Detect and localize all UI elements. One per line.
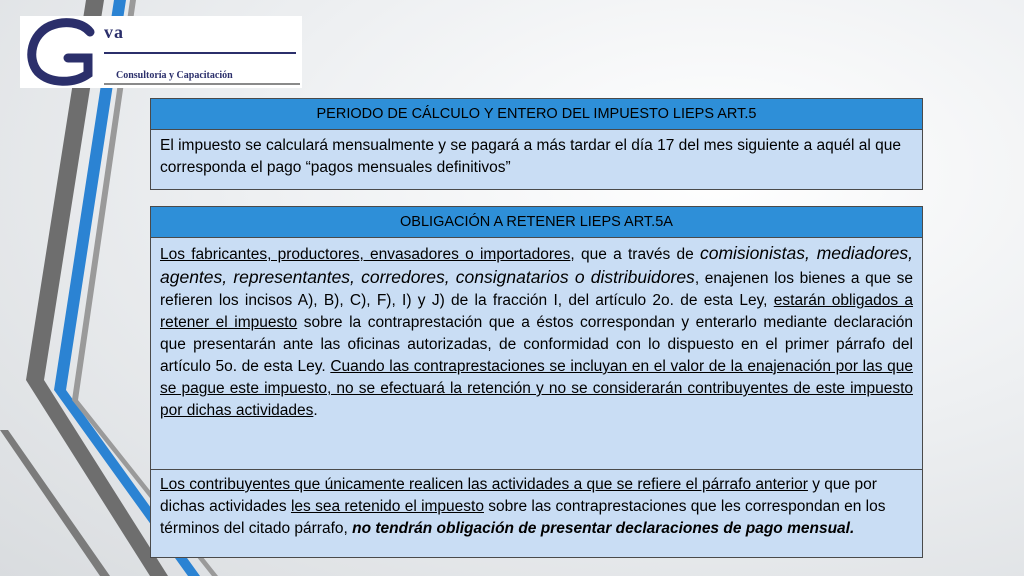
text-sobre-las: sobre las contraprestaciones que les correspondan en los términos del citado párrafo, bbox=[160, 498, 886, 537]
text-contribuyentes: Los contribuyentes que únicamente realicen las actividades a que se refiere el párrafo anterior bbox=[160, 476, 808, 493]
text-obligados-retener: estarán obligados a retener el impuesto bbox=[160, 292, 914, 331]
text-comisionistas: comisionistas, mediadores, agentes, representantes, corredores, consignatarios o distribuidores bbox=[160, 243, 913, 287]
text-cuando-las: Cuando las contraprestaciones se incluyan en el valor de la enajenación por las que se pague este impuesto, no se efectuará la retención y no se considerarán contribuyentes de este impuesto por dichas actividades bbox=[160, 358, 913, 419]
paragraph-obligacion-2 bbox=[151, 470, 922, 546]
section-periodo bbox=[150, 98, 923, 190]
text-no-tendran: no tendrán obligación de presentar declaraciones de pago mensual. bbox=[352, 520, 855, 537]
logo-underline bbox=[104, 83, 300, 85]
stripe-gray-thin bbox=[0, 430, 110, 576]
section-obligacion-title: OBLIGACIÓN A RETENER LIEPS ART.5A bbox=[151, 207, 922, 238]
text-enajenen: , enajenen los bienes a que se refieren los incisos A), B), C), F), I) y J) de la fracción I, del artículo 2o. de esta Ley, bbox=[160, 270, 913, 309]
text-period: . bbox=[313, 402, 318, 419]
section-periodo-title: PERIODO DE CÁLCULO Y ENTERO DEL IMPUESTO LIEPS ART.5 bbox=[151, 99, 922, 130]
logo-letters: va bbox=[104, 22, 124, 42]
company-logo bbox=[20, 16, 302, 88]
text-retenido: les sea retenido el impuesto bbox=[290, 498, 484, 515]
logo-tagline: Consultoría y Capacitación bbox=[116, 70, 233, 81]
text-que-a-traves: , que a través de bbox=[570, 246, 700, 263]
paragraph-obligacion-1 bbox=[151, 238, 922, 470]
text-contraprestacion: sobre la contraprestación que a éstos correspondan y enterarlo mediante declaración que presentarán ante las oficinas autorizadas, de conformidad con lo dispuesto en el primer párrafo del artículo 5o. de esta Ley. bbox=[160, 314, 913, 375]
section-periodo-text: El impuesto se calculará mensualmente y se pagará a más tardar el día 17 del mes siguiente a aquél al que corresponda el pago “pagos mensuales definitivos” bbox=[160, 137, 901, 176]
logo-rule bbox=[104, 52, 296, 54]
text-fabricantes: Los fabricantes, productores, envasadores o importadores bbox=[160, 246, 571, 263]
section-obligacion bbox=[150, 206, 923, 558]
text-y-que-por: y que por dichas actividades bbox=[160, 476, 877, 515]
